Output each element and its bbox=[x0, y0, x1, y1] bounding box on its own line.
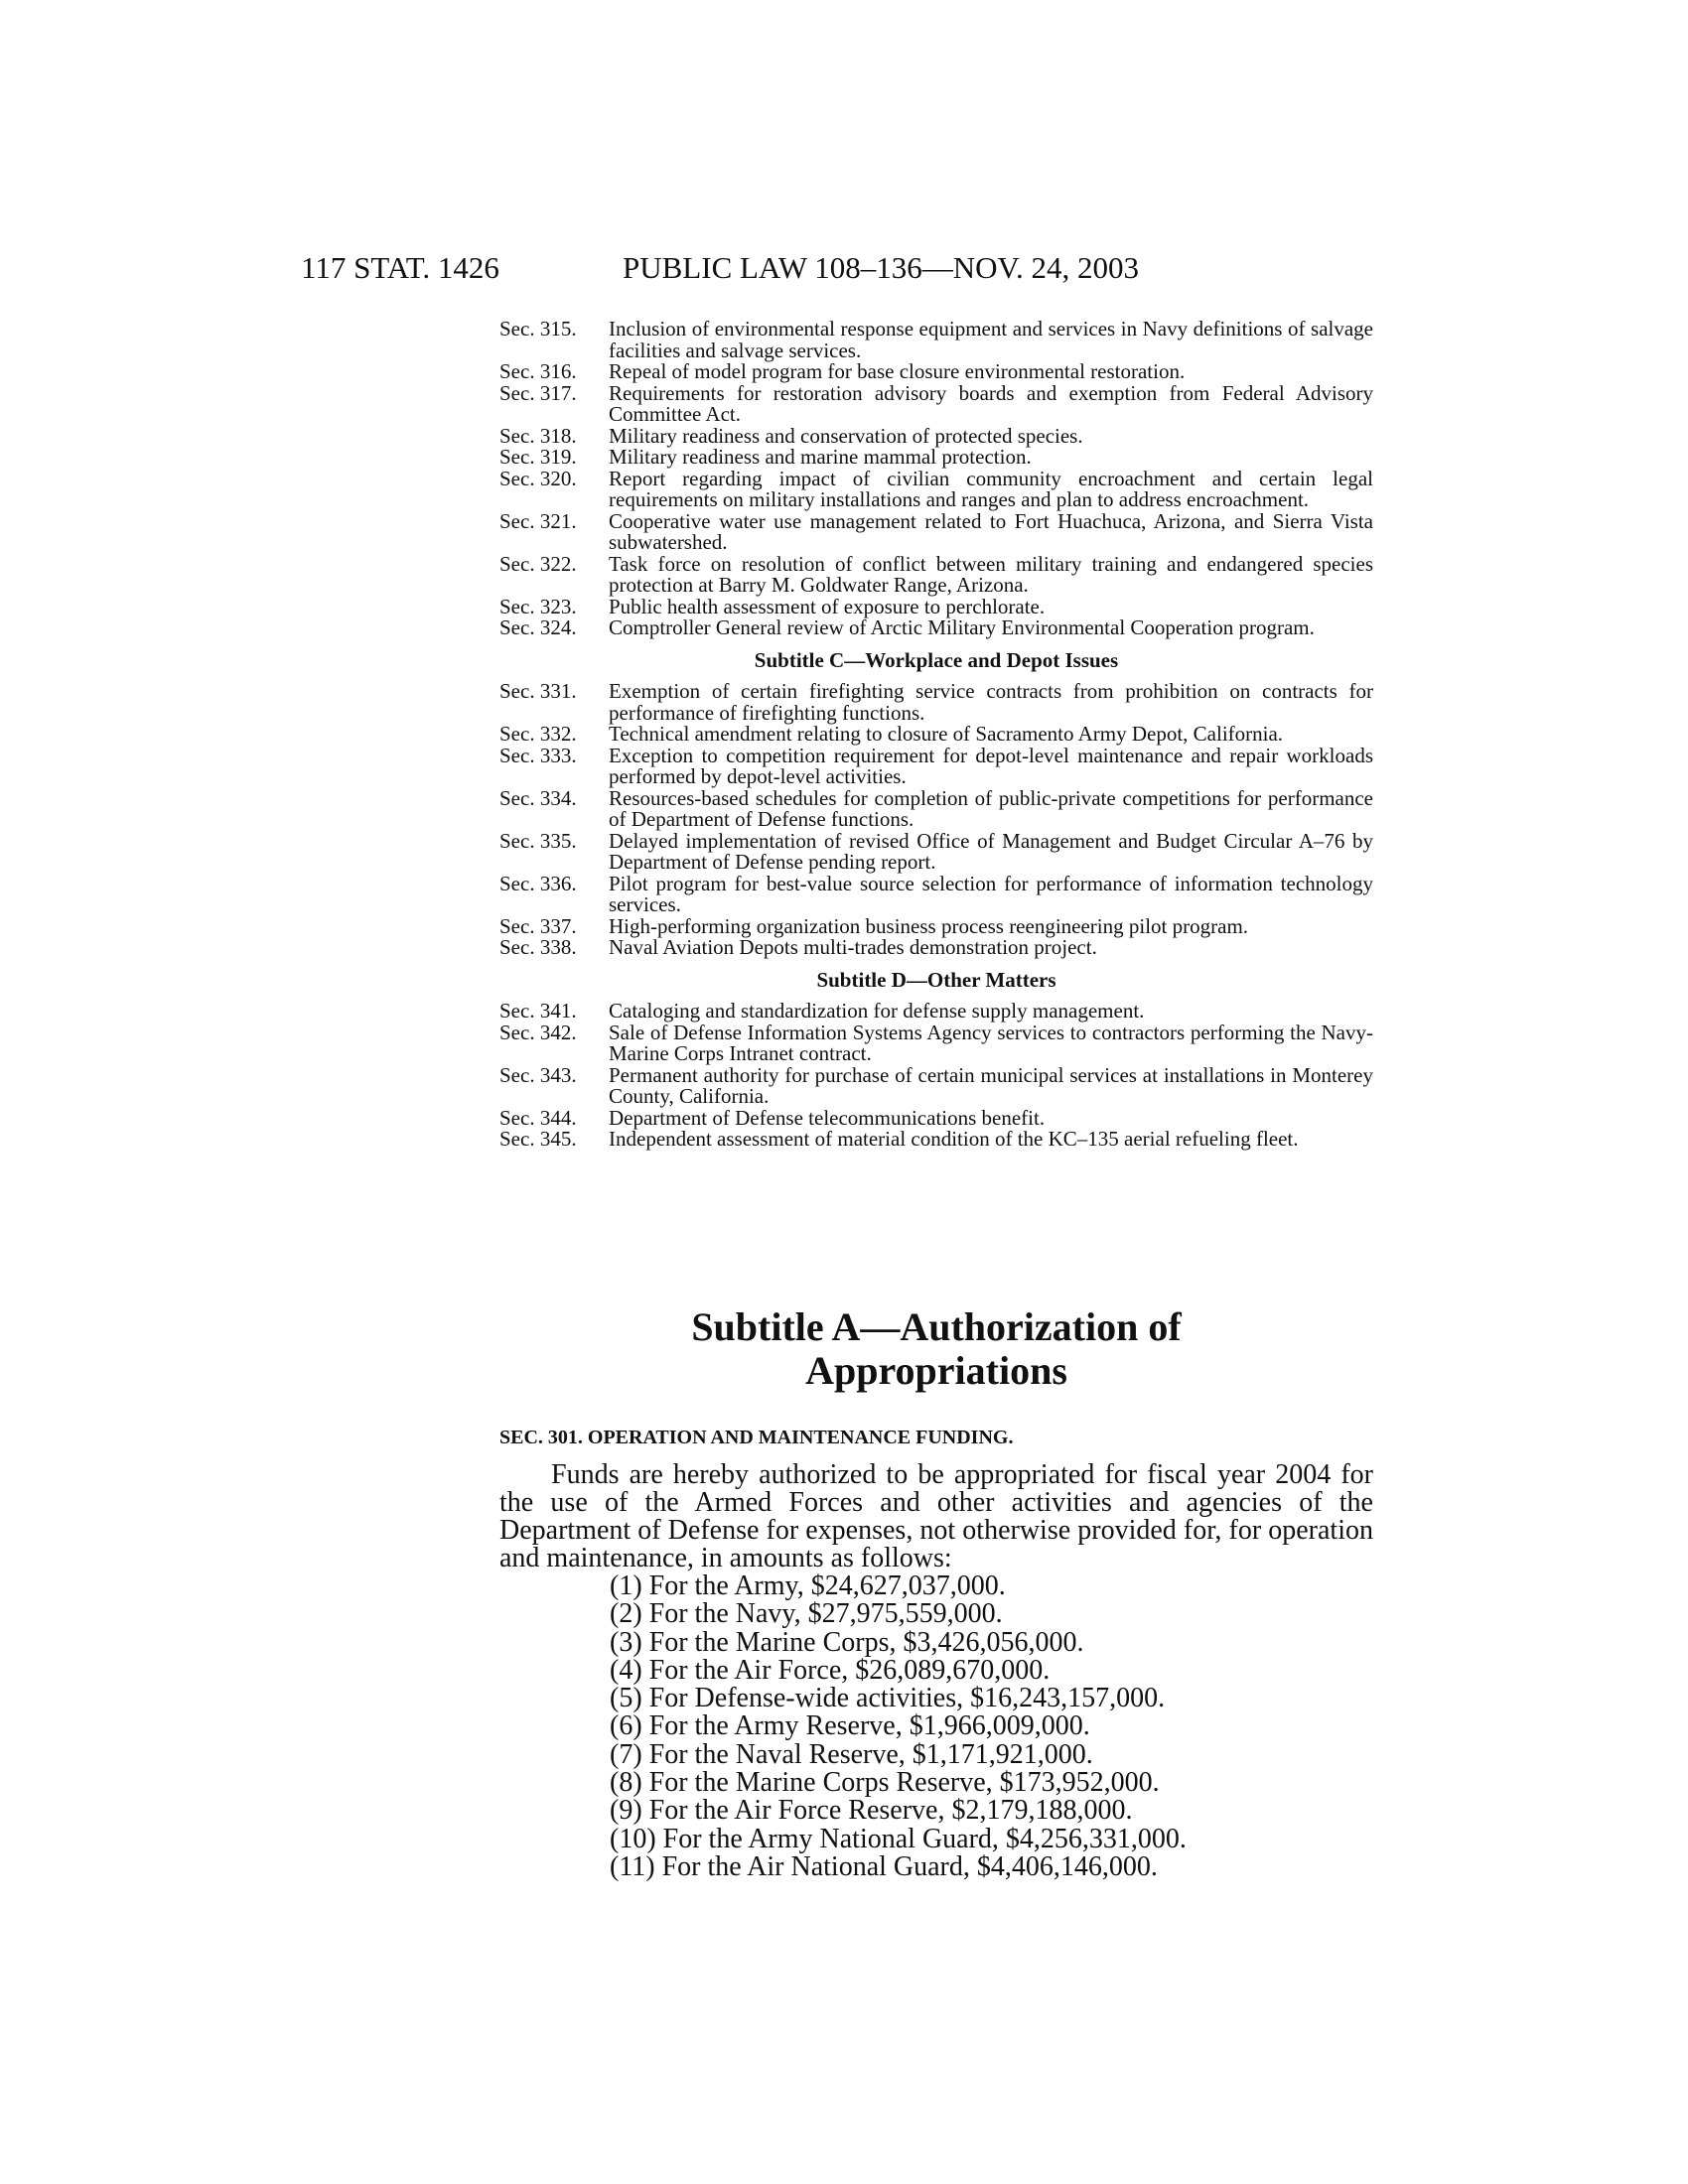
toc-entry bbox=[499, 423, 1373, 448]
toc-group-subtitle-c bbox=[499, 681, 1373, 959]
toc-section-number: Sec. 331. bbox=[499, 679, 577, 703]
toc-section-title: Department of Defense telecommunications benefit. bbox=[609, 1105, 1046, 1130]
toc-section-number: Sec. 323. bbox=[499, 594, 577, 618]
appropriation-amounts-list bbox=[610, 1572, 1364, 1881]
toc-group-subtitle-b bbox=[499, 319, 1373, 639]
subtitle-a-heading bbox=[499, 1305, 1373, 1393]
toc-entry bbox=[499, 1020, 1373, 1065]
toc-entry bbox=[499, 1062, 1373, 1108]
toc-section-number: Sec. 338. bbox=[499, 935, 577, 959]
toc-section-number: Sec. 332. bbox=[499, 722, 577, 746]
subtitle-a-heading-line: Subtitle A—Authorization of bbox=[691, 1304, 1182, 1349]
toc-entry bbox=[499, 724, 1373, 746]
toc-section-title: Technical amendment relating to closure of Sacramento Army Depot, California. bbox=[609, 722, 1284, 746]
toc-entry bbox=[499, 447, 1373, 469]
toc-section-title: Delayed implementation of revised Office of Management and Budget Circular A–76 by Department of Defense pending report. bbox=[609, 828, 1373, 874]
toc-section-title: Report regarding impact of civilian community encroachment and certain legal requirements on military installations and ranges and plan to address encroachment. bbox=[609, 466, 1373, 511]
list-item: (7) For the Naval Reserve, $1,171,921,000. bbox=[610, 1738, 1093, 1770]
toc-entry bbox=[499, 828, 1373, 874]
toc-group-subtitle-d bbox=[499, 1001, 1373, 1151]
toc-section-number: Sec. 324. bbox=[499, 615, 577, 639]
list-item: (9) For the Air Force Reserve, $2,179,188,000. bbox=[610, 1795, 1133, 1827]
toc-section-title: Resources-based schedules for completion of public-private competitions for performance of Department of Defense functions. bbox=[609, 785, 1373, 831]
toc-section-title: Inclusion of environmental response equipment and services in Navy definitions of salvage facilities and salvage services. bbox=[609, 317, 1373, 362]
toc-section-title: Comptroller General review of Arctic Military Environmental Cooperation program. bbox=[609, 615, 1315, 639]
toc-section-number: Sec. 345. bbox=[499, 1127, 577, 1151]
toc-section-number: Sec. 318. bbox=[499, 423, 577, 448]
toc-entry bbox=[499, 380, 1373, 426]
toc-entry bbox=[499, 617, 1373, 639]
subtitle-a-heading-line: Appropriations bbox=[805, 1348, 1067, 1393]
toc-section-title: Independent assessment of material condition of the KC–135 aerial refueling fleet. bbox=[609, 1127, 1299, 1151]
toc-section-title: Cooperative water use management related to Fort Huachuca, Arizona, and Sierra Vista subwatershed. bbox=[609, 508, 1373, 554]
toc-section-number: Sec. 333. bbox=[499, 743, 577, 767]
toc-section-number: Sec. 317. bbox=[499, 380, 577, 405]
toc-section-title: Permanent authority for purchase of certain municipal services at installations in Monterey County, California. bbox=[609, 1062, 1373, 1108]
section-301-heading: SEC. 301. OPERATION AND MAINTENANCE FUNDING. bbox=[499, 1427, 1014, 1448]
table-of-contents bbox=[499, 319, 1373, 1151]
list-item: (3) For the Marine Corps, $3,426,056,000. bbox=[610, 1626, 1084, 1658]
toc-subtitle-c-heading: Subtitle C—Workplace and Depot Issues bbox=[754, 647, 1119, 672]
toc-section-number: Sec. 319. bbox=[499, 445, 577, 469]
list-item: (6) For the Army Reserve, $1,966,009,000. bbox=[610, 1710, 1090, 1742]
toc-entry bbox=[499, 319, 1373, 361]
toc-entry bbox=[499, 1105, 1373, 1130]
toc-entry bbox=[499, 937, 1373, 959]
toc-section-title: Military readiness and marine mammal protection. bbox=[609, 445, 1032, 469]
list-item: (1) For the Army, $24,627,037,000. bbox=[610, 1570, 1006, 1601]
toc-entry bbox=[499, 508, 1373, 554]
toc-section-number: Sec. 342. bbox=[499, 1020, 577, 1044]
toc-section-title: Requirements for restoration advisory boards and exemption from Federal Advisory Committee Act. bbox=[609, 380, 1373, 426]
toc-section-number: Sec. 337. bbox=[499, 913, 577, 938]
toc-section-title: Exception to competition requirement for depot-level maintenance and repair workloads performed by depot-level activities. bbox=[609, 743, 1373, 788]
toc-section-number: Sec. 341. bbox=[499, 999, 577, 1023]
statute-page-number: 117 STAT. 1426 bbox=[301, 250, 499, 285]
toc-section-title: Task force on resolution of conflict between military training and endangered species protection at Barry M. Goldwater Range, Arizona. bbox=[609, 551, 1373, 597]
toc-section-title: Military readiness and conservation of protected species. bbox=[609, 423, 1083, 448]
toc-entry bbox=[499, 1001, 1373, 1023]
toc-entry bbox=[499, 466, 1373, 511]
toc-section-title: Naval Aviation Depots multi-trades demonstration project. bbox=[609, 935, 1097, 959]
toc-section-number: Sec. 321. bbox=[499, 508, 577, 533]
toc-section-number: Sec. 334. bbox=[499, 785, 577, 810]
toc-entry bbox=[499, 681, 1373, 724]
toc-entry bbox=[499, 1129, 1373, 1151]
toc-section-title: Sale of Defense Information Systems Agency services to contractors performing the Navy-Marine Corps Intranet contract. bbox=[609, 1020, 1373, 1065]
toc-section-number: Sec. 336. bbox=[499, 871, 577, 895]
page-header bbox=[301, 250, 1216, 290]
section-301-body: Funds are hereby authorized to be appropriated for fiscal year 2004 for the use of the Armed Forces and other activities and agencies of the Department of Defense for expenses, not otherwise provided for, for operation and maintenance, in amounts as follows: bbox=[499, 1459, 1373, 1573]
toc-section-number: Sec. 344. bbox=[499, 1105, 577, 1130]
toc-section-number: Sec. 335. bbox=[499, 828, 577, 853]
toc-section-title: High-performing organization business process reengineering pilot program. bbox=[609, 913, 1249, 938]
toc-section-title: Pilot program for best-value source selection for performance of information technology services. bbox=[609, 871, 1373, 916]
toc-entry bbox=[499, 785, 1373, 831]
toc-entry bbox=[499, 594, 1373, 618]
toc-entry bbox=[499, 743, 1373, 788]
list-item: (11) For the Air National Guard, $4,406,146,000. bbox=[610, 1850, 1158, 1882]
public-law-title: PUBLIC LAW 108–136—NOV. 24, 2003 bbox=[623, 250, 1139, 285]
list-item: (10) For the Army National Guard, $4,256,331,000. bbox=[610, 1823, 1187, 1854]
toc-section-title: Cataloging and standardization for defense supply management. bbox=[609, 999, 1145, 1023]
toc-entry bbox=[499, 551, 1373, 597]
toc-entry bbox=[499, 913, 1373, 938]
list-item: (2) For the Navy, $27,975,559,000. bbox=[610, 1598, 1003, 1630]
toc-section-title: Repeal of model program for base closure environmental restoration. bbox=[609, 359, 1186, 383]
toc-section-number: Sec. 320. bbox=[499, 466, 577, 490]
toc-entry bbox=[499, 871, 1373, 916]
list-item: (8) For the Marine Corps Reserve, $173,952,000. bbox=[610, 1767, 1160, 1799]
toc-entry bbox=[499, 361, 1373, 383]
list-item: (5) For Defense-wide activities, $16,243,157,000. bbox=[610, 1683, 1166, 1714]
toc-section-title: Exemption of certain firefighting service contracts from prohibition on contracts for performance of firefighting functions. bbox=[609, 679, 1373, 725]
list-item: (4) For the Air Force, $26,089,670,000. bbox=[610, 1654, 1051, 1686]
toc-subtitle-d-heading: Subtitle D—Other Matters bbox=[816, 967, 1056, 992]
toc-section-title: Public health assessment of exposure to perchlorate. bbox=[609, 594, 1046, 618]
toc-section-number: Sec. 316. bbox=[499, 359, 577, 383]
toc-section-number: Sec. 322. bbox=[499, 551, 577, 576]
toc-section-number: Sec. 315. bbox=[499, 317, 577, 341]
toc-section-number: Sec. 343. bbox=[499, 1062, 577, 1087]
